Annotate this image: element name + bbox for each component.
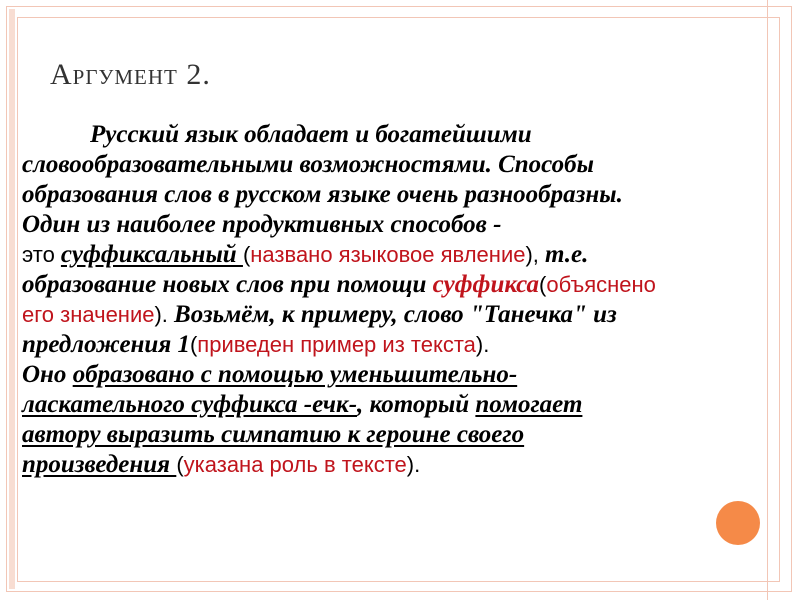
text-segment: т.е. <box>545 241 589 268</box>
text-line <box>22 420 800 450</box>
text-segment: ), <box>525 242 546 267</box>
slide-heading <box>50 58 211 92</box>
text-segment: образование новых слов при помощи <box>22 271 433 298</box>
text-line <box>22 150 800 180</box>
text-segment: это <box>22 242 61 267</box>
text-segment: предложения 1 <box>22 331 190 358</box>
text-segment: ( <box>242 242 251 267</box>
text-segment: образования слов в русском языке очень разнообразны. <box>22 181 623 208</box>
text-segment: указана роль в тексте <box>183 452 407 477</box>
text-segment: Возьмём, к примеру, слово "Танечка" из <box>174 301 617 328</box>
text-line <box>22 180 800 210</box>
text-segment: ( <box>176 452 184 477</box>
text-segment: ласкательного суффикса -ечк- <box>22 391 358 418</box>
text-line <box>22 390 800 420</box>
text-segment: объяснено <box>546 272 656 297</box>
text-line <box>22 120 800 150</box>
text-segment: Один из наиболее продуктивных способов - <box>22 211 502 238</box>
text-segment: суффикса <box>432 271 540 298</box>
text-segment: его значение <box>22 302 155 327</box>
heading-number: 2. <box>186 58 211 91</box>
text-segment: ). <box>475 332 490 357</box>
text-segment: автору выразить симпатию к героине своего <box>22 421 525 448</box>
text-segment: Русский язык обладает и богатейшими <box>90 121 532 148</box>
text-segment: произведения <box>22 451 177 478</box>
text-line <box>22 330 800 360</box>
text-segment: ( <box>539 272 547 297</box>
decorative-circle <box>716 501 760 545</box>
text-segment: ). <box>406 452 421 477</box>
text-segment: Оно <box>22 361 73 388</box>
text-line <box>22 450 800 480</box>
text-segment: суффиксальный <box>60 241 243 268</box>
text-segment: словообразовательными возможностями. Способы <box>22 151 594 178</box>
text-segment: приведен пример из текста <box>197 332 476 357</box>
text-segment: ( <box>189 332 198 357</box>
argument-text <box>22 120 800 480</box>
text-line <box>22 360 800 390</box>
text-line <box>22 300 800 330</box>
text-segment: названо языковое явление <box>250 242 526 267</box>
text-line <box>22 210 800 240</box>
slide-frame-left-bar <box>9 9 15 589</box>
text-segment: помогает <box>475 391 583 418</box>
text-line <box>22 240 800 270</box>
heading-prefix: Аргумент <box>50 58 178 91</box>
text-segment: ). <box>154 302 175 327</box>
text-segment: образовано с помощью уменьшительно- <box>72 361 518 388</box>
text-segment: , который <box>357 391 476 418</box>
text-line <box>22 270 800 300</box>
